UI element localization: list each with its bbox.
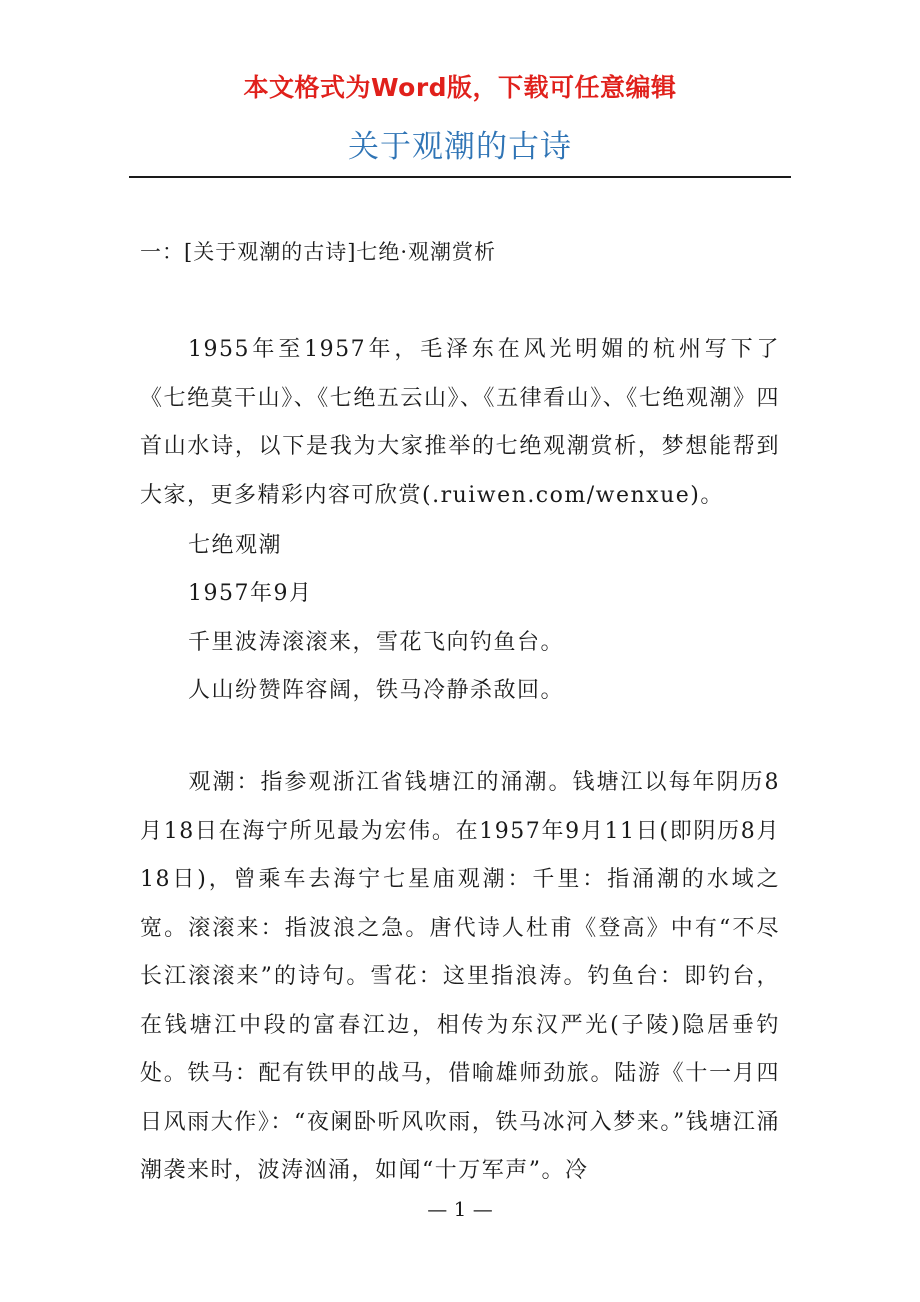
format-banner: 本文格式为Word版，下载可任意编辑: [243, 73, 677, 102]
page-title: 关于观潮的古诗: [348, 129, 572, 165]
annotation-text: 观潮：指参观浙江省钱塘江的涌潮。钱塘江以每年阴历8月18日在海宁所见最为宏伟。在1957年9月11日(即阴历8月18日)，曾乘车去海宁七星庙观潮：千里：指涌潮的水域之宽。滚滚来：指波浪之急。唐代诗人杜甫《登高》中有“不尽长江滚滚来”的诗句。雪花：这里指浪涛。钓鱼台：即钓台，在钱塘江中段的富春江边，相传为东汉严光(子陵)隐居垂钓处。铁马：配有铁甲的战马，借喻雄师劲旅。陆游《十一月四日风雨大作》：“夜阑卧听风吹雨，铁马冰河入梦来。”钱塘江涌潮袭来时，波涛汹涌，如闻“十万军声”。冷: [140, 770, 780, 1183]
poem-line-1: 千里波涛滚滚来，雪花飞向钓鱼台。: [188, 630, 565, 655]
poem-name: 七绝观潮: [188, 533, 283, 558]
section-heading: 一：[关于观潮的古诗]七绝·观潮赏析: [140, 240, 497, 264]
page-number: — 1 —: [427, 1197, 493, 1221]
annotation-paragraph: [140, 759, 780, 1196]
poem-line-2: 人山纷赞阵容阔，铁马冷静杀敌回。: [188, 678, 565, 703]
intro-text: 1955年至1957年，毛泽东在风光明媚的杭州写下了《七绝莫干山》、《七绝五云山》、《五律看山》、《七绝观潮》四首山水诗，以下是我为大家推举的七绝观潮赏析，梦想能帮到大家，更多精彩内容可欣赏(.ruiwen.com/wenxue)。: [140, 337, 780, 508]
title-divider: [129, 176, 791, 178]
poem-date: 1957年9月: [188, 581, 313, 606]
intro-paragraph: [140, 326, 780, 520]
